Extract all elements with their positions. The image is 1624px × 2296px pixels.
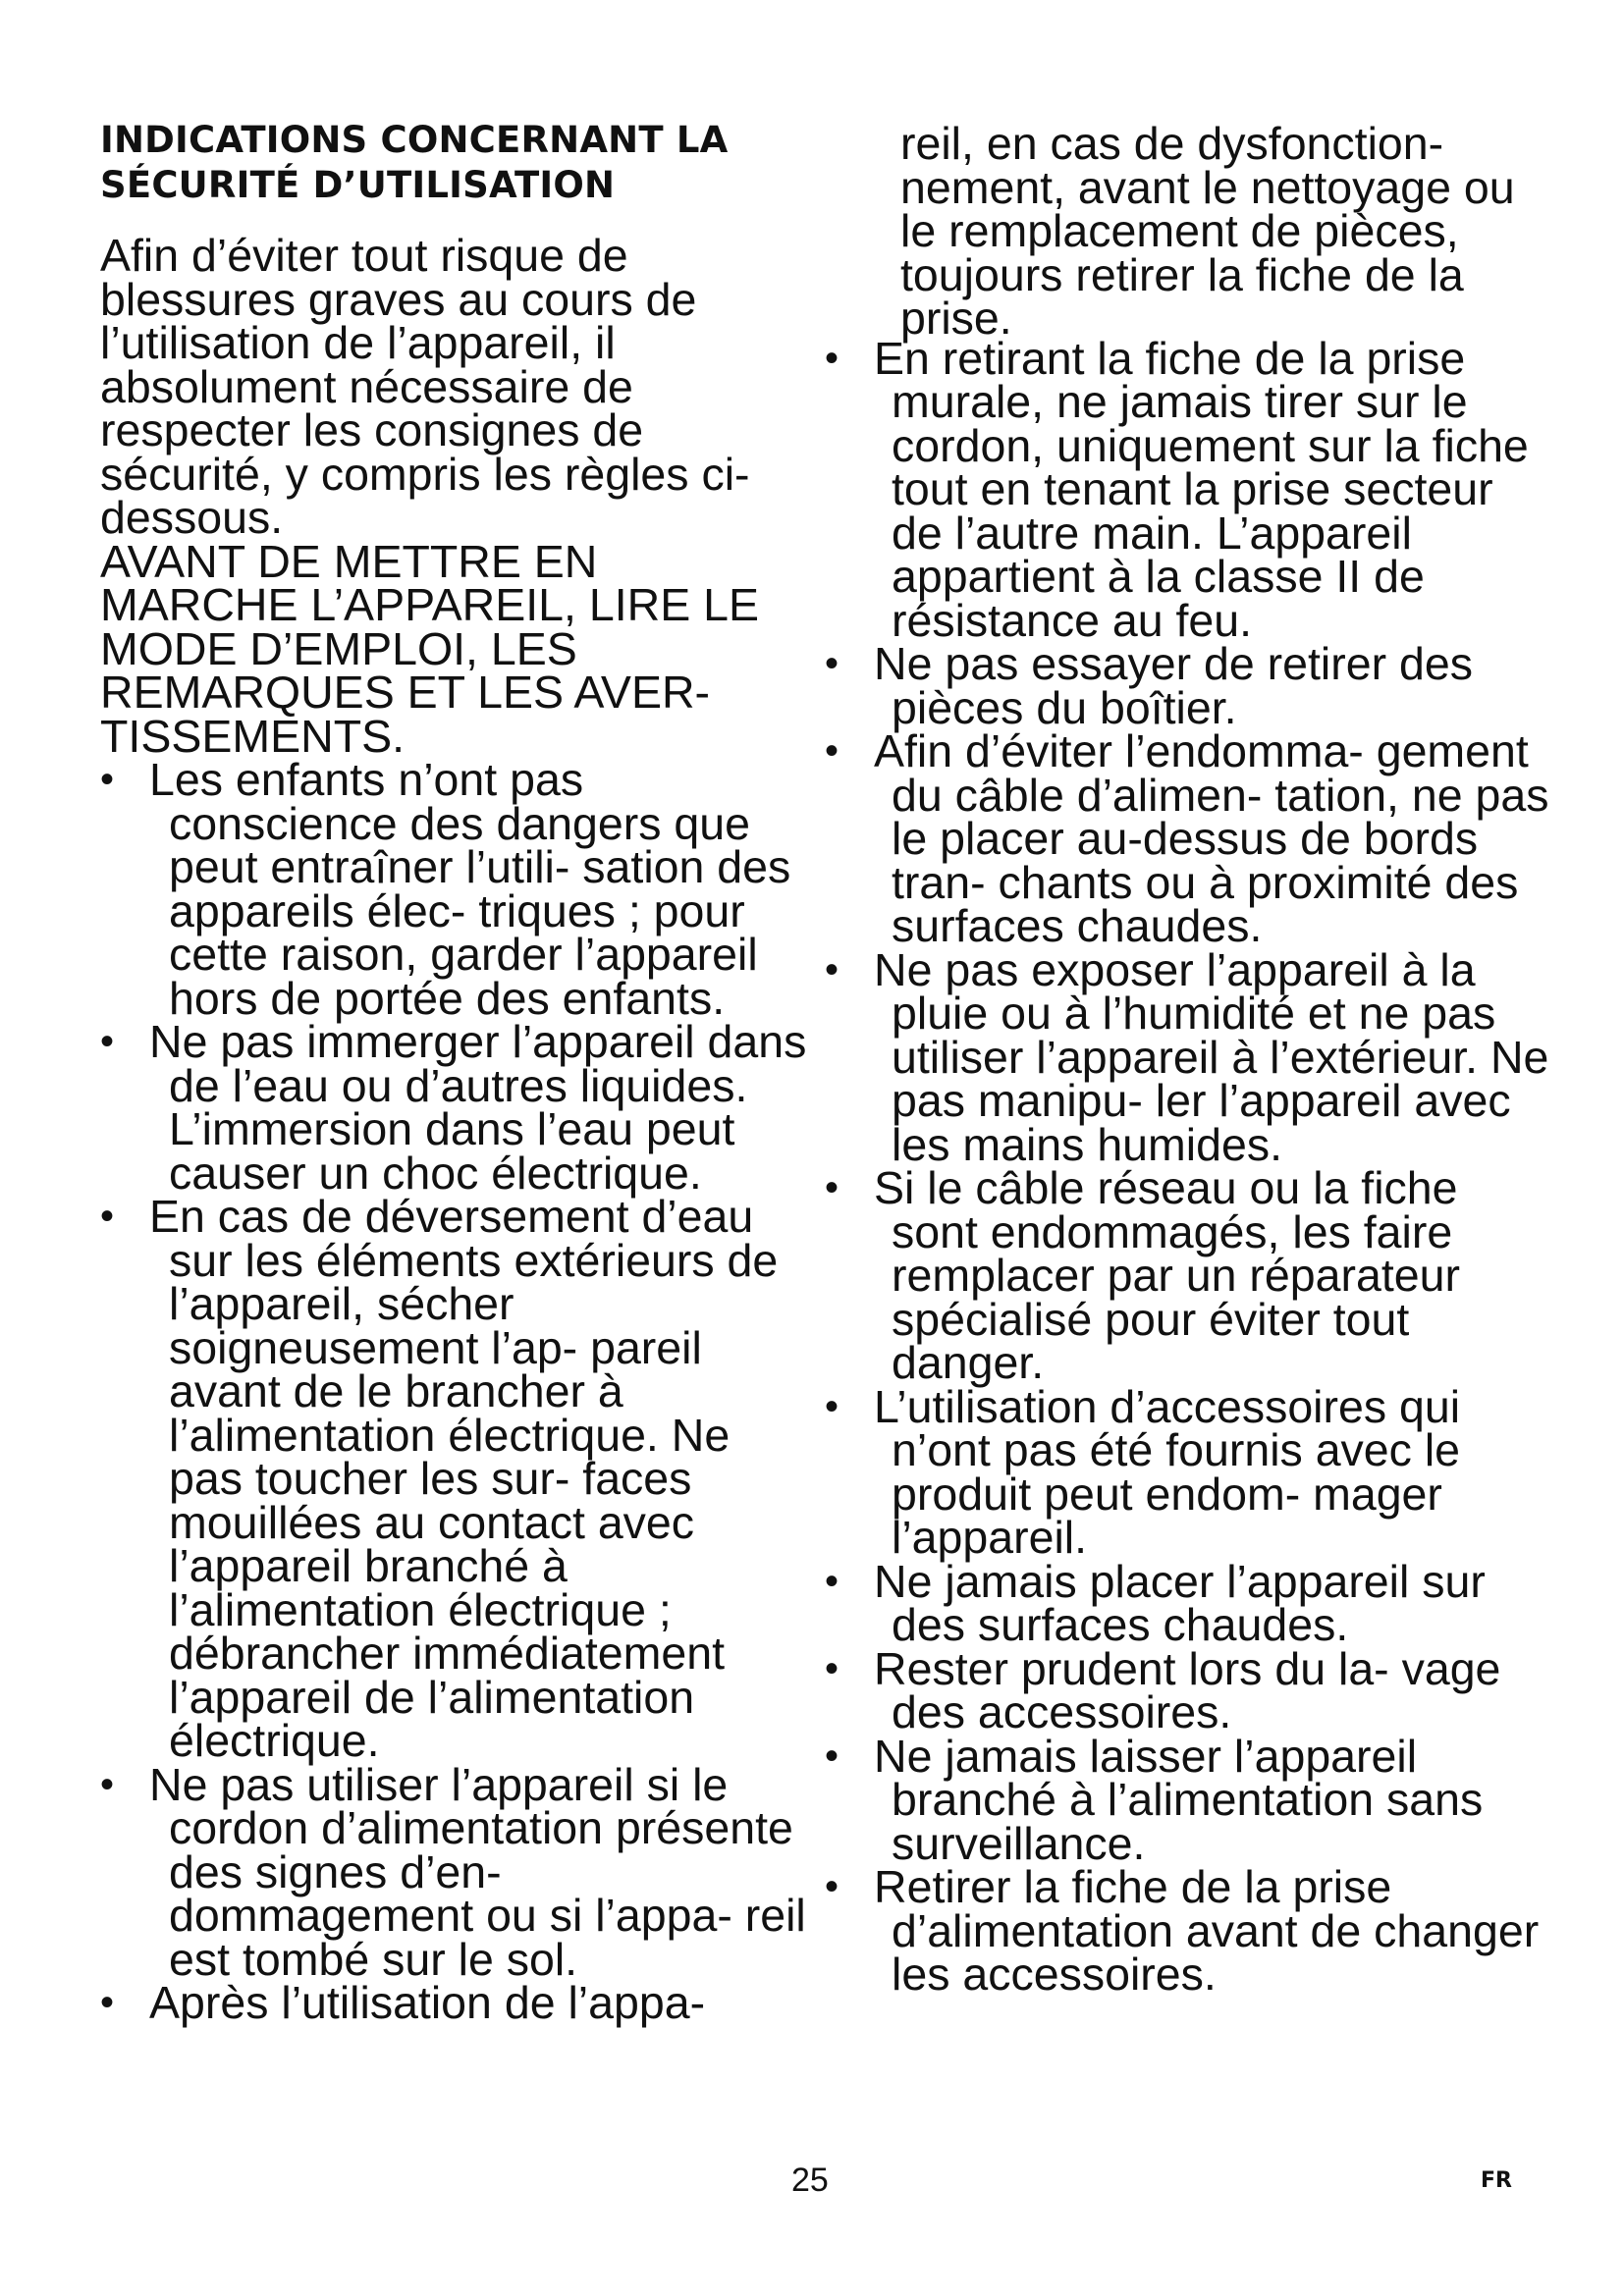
list-item-text: En retirant la fiche de la prise murale, ne jamais tirer sur le cordon, uniquement sur la fiche tout en tenant la prise secteur de l’autre main. L’appareil appartient à la classe II de résistance au feu. <box>874 332 1529 646</box>
list-item-text: Les enfants n’ont pas conscience des dangers que peut entraîner l’utili- sation des appareils élec- triques ; pour cette raison, garder l’appareil hors de portée des enfants. <box>149 754 791 1024</box>
list-item <box>825 638 1551 733</box>
list-item <box>825 332 1551 646</box>
list-item <box>825 1730 1551 1869</box>
list-item-text: Ne jamais placer l’appareil sur des surfaces chaudes. <box>874 1555 1486 1650</box>
bullet-icon: • <box>825 729 839 773</box>
language-tag: FR <box>1481 2168 1512 2193</box>
list-item <box>825 1642 1551 1737</box>
left-bullet-list <box>100 754 807 2028</box>
list-item-text: Ne pas essayer de retirer des pièces du boîtier. <box>874 638 1473 733</box>
intro-paragraph: Afin d’éviter tout risque de blessures graves au cours de l’utilisation de l’appareil, il absolument nécessaire de respecter les consignes de sécurité, y compris les règles ci-dessous. <box>100 230 750 543</box>
list-item <box>100 1758 807 1985</box>
list-item-text: L’utilisation d’accessoires qui n’ont pas été fournis avec le produit peut endom- mager l’appareil. <box>874 1380 1461 1563</box>
list-item-text: Ne pas utiliser l’appareil si le cordon d’alimentation présente des signes d’en- dommagement ou si l’appa- reil est tombé sur le sol. <box>149 1758 806 1985</box>
bullet-icon: • <box>100 1195 115 1238</box>
list-item <box>825 1861 1551 2000</box>
list-item <box>825 1555 1551 1650</box>
page-number: 25 <box>791 2162 829 2199</box>
bullet-icon: • <box>825 1384 839 1428</box>
bullet-icon: • <box>825 947 839 991</box>
list-item-text: Après l’utilisation de l’appa- <box>149 1977 706 2028</box>
bullet-icon: • <box>825 1559 839 1603</box>
right-bullet-list <box>825 332 1551 2000</box>
list-item-text: Retirer la fiche de la prise d’alimentation avant de changer les accessoires. <box>874 1861 1540 2000</box>
list-item-text: Ne jamais laisser l’appareil branché à l’alimentation sans surveillance. <box>874 1730 1484 1869</box>
bullet-icon: • <box>825 1734 839 1778</box>
bullet-icon: • <box>825 336 839 380</box>
bullet-icon: • <box>825 1865 839 1908</box>
warning-paragraph: AVANT DE METTRE EN MARCHE L’APPAREIL, LIRE LE MODE D’EMPLOI, LES REMARQUES ET LES AVER- TISSEMENTS. <box>100 535 760 762</box>
bullet-icon: • <box>100 1762 115 1806</box>
list-item <box>100 1016 807 1199</box>
list-item <box>100 1977 807 2028</box>
list-item-text: Ne pas immerger l’appareil dans de l’eau ou d’autres liquides. L’immersion dans l’eau peut causer un choc électrique. <box>149 1016 807 1199</box>
bullet-icon: • <box>825 1646 839 1690</box>
bullet-icon: • <box>100 1020 115 1063</box>
bullet-icon: • <box>100 758 115 801</box>
right-column <box>825 118 1551 2000</box>
continued-list-text: reil, en cas de dysfonction- nement, avant le nettoyage ou le remplacement de pièces, toujours retirer la fiche de la prise. <box>900 118 1515 344</box>
list-item <box>100 754 807 1024</box>
list-item <box>100 1191 807 1766</box>
list-item-text: Afin d’éviter l’endomma- gement du câble d’alimen- tation, ne pas le placer au-dessus de bords tran- chants ou à proximité des surfaces chaudes. <box>874 725 1549 951</box>
list-item-text: Ne pas exposer l’appareil à la pluie ou à l’humidité et ne pas utiliser l’appareil à l’extérieur. Ne pas manipu- ler l’appareil avec les mains humides. <box>874 943 1549 1170</box>
list-item <box>825 1380 1551 1563</box>
list-item-text: En cas de déversement d’eau sur les éléments extérieurs de l’appareil, sécher soigneusement l’ap- pareil avant de le brancher à l’alimentation électrique. Ne pas toucher les sur- faces mouillées au contact avec l’appareil branché à l’alimentation électrique ; débrancher immédiatement l’appareil de l’alimentation électrique. <box>149 1191 779 1766</box>
bullet-icon: • <box>825 642 839 685</box>
bullet-icon: • <box>100 1981 115 2024</box>
list-item <box>825 943 1551 1170</box>
list-item <box>825 725 1551 951</box>
list-item-text: Rester prudent lors du la- vage des accessoires. <box>874 1642 1501 1737</box>
list-item <box>825 1162 1551 1388</box>
bullet-icon: • <box>825 1166 839 1209</box>
list-item-text: Si le câble réseau ou la fiche sont endommagés, les faire remplacer par un réparateur spécialisé pour éviter tout danger. <box>874 1162 1460 1388</box>
left-column <box>100 118 807 2028</box>
section-heading: INDICATIONS CONCERNANT LA SÉCURITÉ D’UTILISATION <box>100 119 729 206</box>
